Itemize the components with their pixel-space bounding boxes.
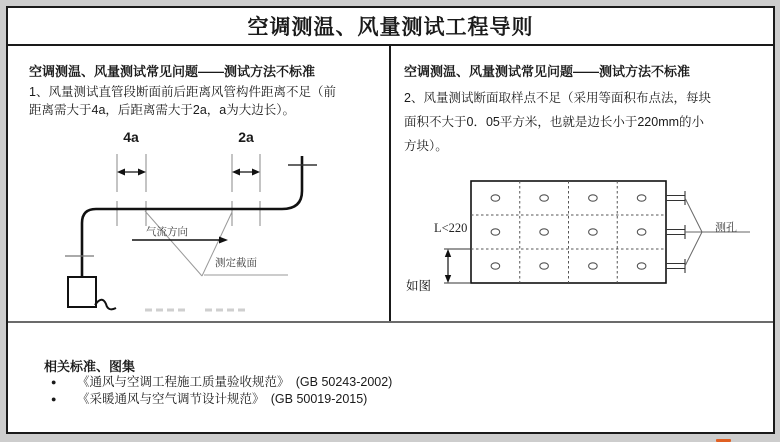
page-title: 空调测温、风量测试工程导则 (247, 16, 534, 39)
standards-list (49, 375, 749, 407)
standard-item-text: 《采暖通风与空气调节设计规范》 (GB 50019-2015) (77, 392, 368, 406)
bullet-icon: ● (51, 394, 57, 404)
measuring-hole-label: 测孔 (715, 222, 737, 234)
standards-heading: 相关标准、图集 (44, 359, 136, 374)
title-bar (8, 8, 773, 46)
standards-section (8, 323, 773, 431)
sampling-grid-diagram (398, 168, 770, 310)
list-item (49, 375, 749, 390)
front-distance-label: 4a (123, 129, 139, 145)
right-panel-heading: 空调测温、风量测试常见问题——测试方法不标准 (404, 64, 691, 79)
right-panel (391, 46, 773, 321)
slide (6, 6, 775, 434)
left-body-line: 距离需大于4a，后距离需大于2a，a为大边长）。 (29, 102, 296, 117)
airflow-direction-label: 气流方向 (146, 226, 188, 238)
duct-diagram (28, 123, 373, 321)
right-body-line: 2、风量测试断面取样点不足（采用等面积布点法，每块 (404, 91, 711, 105)
left-panel (8, 46, 389, 321)
as-shown-label: 如图 (406, 279, 432, 293)
left-body-line: 1、风量测试直管段断面前后距离风管构件距离不足（前 (29, 85, 336, 99)
right-panel-body (404, 86, 764, 158)
bullet-icon: ● (51, 377, 57, 387)
cell-size-label: L<220 (434, 221, 468, 235)
right-body-line: 方块）。 (404, 139, 448, 153)
left-panel-body (29, 84, 374, 119)
left-panel-heading: 空调测温、风量测试常见问题——测试方法不标准 (29, 64, 316, 79)
right-body-line: 面积不大于0．05平方米，也就是边长小于220mm的小 (404, 115, 705, 129)
back-distance-label: 2a (238, 129, 254, 145)
measuring-section-label: 测定截面 (215, 257, 257, 269)
list-item (49, 392, 749, 407)
standard-item-text: 《通风与空调工程施工质量验收规范》 (GB 50243-2002) (77, 375, 393, 389)
